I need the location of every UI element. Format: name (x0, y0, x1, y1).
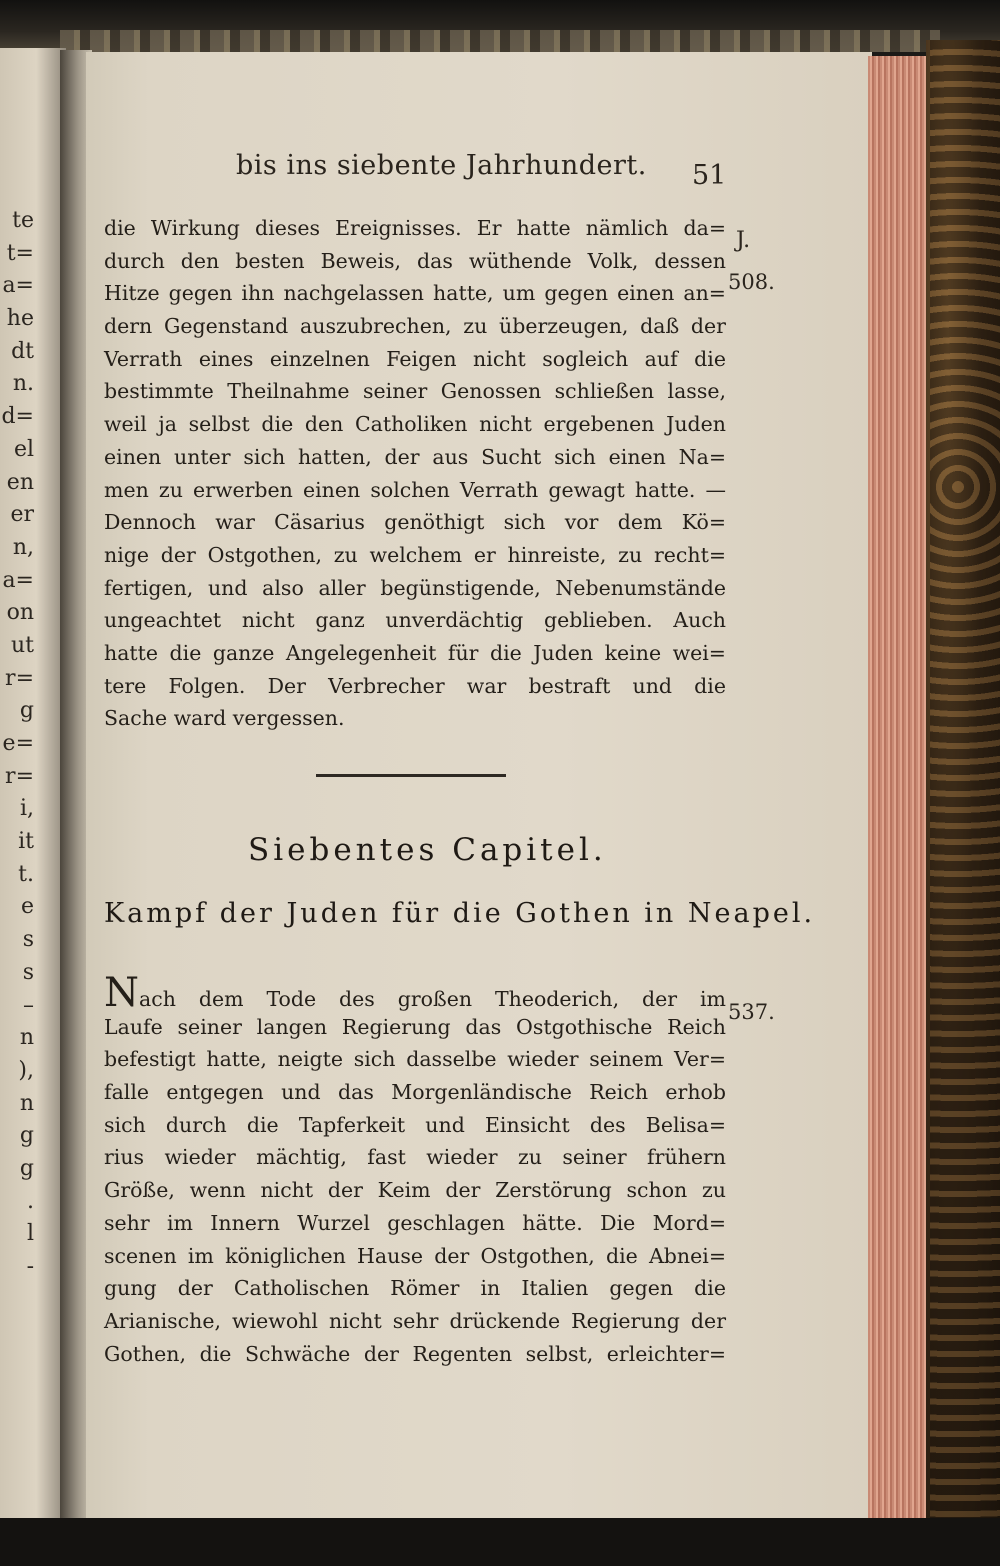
left-page-fragment: te (12, 208, 34, 233)
left-page-fragment: e= (2, 731, 34, 756)
text-line: Verrath eines einzelnen Feigen nicht sogleich auf die (104, 346, 726, 371)
left-page-fragment: – (23, 992, 34, 1018)
left-page-fragment: dt (11, 338, 34, 364)
paragraph-2 (104, 970, 726, 1370)
text-line: sehr im Innern Wurzel geschlagen hätte. Die Mord= (104, 1210, 726, 1235)
section-rule (316, 774, 506, 777)
text-line: hatte die ganze Angelegenheit für die Juden keine wei= (104, 640, 726, 665)
text-line: Laufe seiner langen Regierung das Ostgothische Reich (104, 1014, 726, 1039)
left-page-fragment: on (6, 600, 34, 626)
left-page-fragment: g (19, 1155, 34, 1181)
text-line: men zu erwerben einen solchen Verrath gewagt hatte. — (104, 477, 726, 502)
text-line: sich durch die Tapferkeit und Einsicht des Belisa= (104, 1112, 726, 1137)
left-page-fragment: en (6, 469, 34, 495)
text-line: einen unter sich hatten, der aus Sucht sich einen Na= (104, 444, 726, 469)
book-bottom-edge (0, 1518, 1000, 1566)
left-page-fragment: r= (5, 763, 34, 789)
text-line: dern Gegenstand auszubrechen, zu überzeugen, daß der (104, 314, 726, 339)
left-page-fragment: s (22, 927, 34, 953)
text-line: scenen im königlichen Hause der Ostgothen, die Abnei= (104, 1243, 726, 1268)
left-page-fragment: ), (18, 1057, 34, 1083)
text-line: fertigen, und also aller begünstigende, Nebenumstände (104, 575, 726, 600)
text-line: Dennoch war Cäsarius genöthigt sich vor dem Kö= (104, 510, 726, 535)
left-page-fragment: d= (1, 404, 34, 430)
text-line: falle entgegen und das Morgenländische Reich erhob (104, 1080, 726, 1105)
left-page-fragment: . (27, 1188, 34, 1214)
left-page-fragment: t. (18, 861, 34, 887)
left-page-fragment: er (10, 502, 34, 528)
text-line: bestimmte Theilnahme seiner Genossen schließen lasse, (104, 379, 726, 404)
text-line: tere Folgen. Der Verbrecher war bestraft und die (104, 673, 726, 698)
left-page-fragment: s (22, 959, 34, 985)
text-line: rius wieder mächtig, fast wieder zu seiner frühern (104, 1145, 726, 1170)
page-number: 51 (692, 160, 727, 191)
left-page-fragment: n, (12, 534, 34, 560)
text-line: Hitze gegen ihn nachgelassen hatte, um gegen einen an= (104, 281, 726, 306)
left-page-fragment: e (20, 894, 34, 920)
left-page-fragment: g (19, 1123, 34, 1149)
left-page-fragment: he (6, 306, 34, 332)
left-page-fragment: g (19, 698, 34, 724)
margin-year-508: 508. (728, 270, 775, 294)
marbled-cover-pattern (930, 40, 1000, 1530)
chapter-title: Siebentes Capitel. (248, 832, 607, 868)
text-line: ungeachtet nicht ganz unverdächtig geblieben. Auch (104, 608, 726, 633)
left-page-fragment: r= (5, 665, 34, 691)
left-page-fragment: - (26, 1254, 34, 1279)
paragraph-1 (104, 212, 726, 735)
left-page-fragment: n. (12, 371, 34, 397)
text-line: die Wirkung dieses Ereignisses. Er hatte nämlich da= (104, 216, 726, 240)
chapter-subtitle: Kampf der Juden für die Gothen in Neapel. (104, 898, 816, 929)
left-page-fragment: i, (19, 796, 34, 822)
left-page-fragments (0, 205, 34, 1284)
left-page-fragment: t= (6, 240, 34, 266)
drop-cap: N (104, 970, 139, 1016)
left-page-fragment: it (18, 829, 34, 855)
book-headband (60, 30, 940, 52)
left-page-fragment: l (26, 1221, 34, 1247)
margin-year-prefix: J. (736, 228, 751, 253)
text-line (104, 970, 726, 1016)
text-line: durch den besten Beweis, das wüthende Volk, dessen (104, 248, 726, 273)
left-page-fragment: n (19, 1090, 34, 1116)
text-line: Arianische, wiewohl nicht sehr drückende Regierung der (104, 1308, 726, 1333)
text-line: befestigt hatte, neigte sich dasselbe wieder seinem Ver= (104, 1047, 726, 1072)
text-line: Gothen, die Schwäche der Regenten selbst, erleichter= (104, 1341, 726, 1366)
text-line: Größe, wenn nicht der Keim der Zerstörung schon zu (104, 1178, 726, 1203)
page-edges (868, 56, 930, 1522)
left-page-fragment: n (19, 1025, 34, 1051)
text-line: gung der Catholischen Römer in Italien gegen die (104, 1276, 726, 1301)
running-head: bis ins siebente Jahrhundert. (236, 150, 647, 181)
text-line: nige der Ostgothen, zu welchem er hinreiste, zu recht= (104, 542, 726, 567)
text-line: Sache ward vergessen. (104, 706, 345, 731)
left-page-fragment: a= (2, 273, 34, 299)
margin-year-537: 537. (728, 1000, 775, 1024)
left-page-fragment: ut (10, 632, 34, 658)
left-page-fragment: el (13, 436, 34, 462)
left-page-fragment: a= (2, 567, 34, 593)
first-line-text: ach dem Tode des großen Theoderich, der im (139, 987, 726, 1011)
text-line: weil ja selbst die den Catholiken nicht ergebenen Juden (104, 412, 726, 437)
